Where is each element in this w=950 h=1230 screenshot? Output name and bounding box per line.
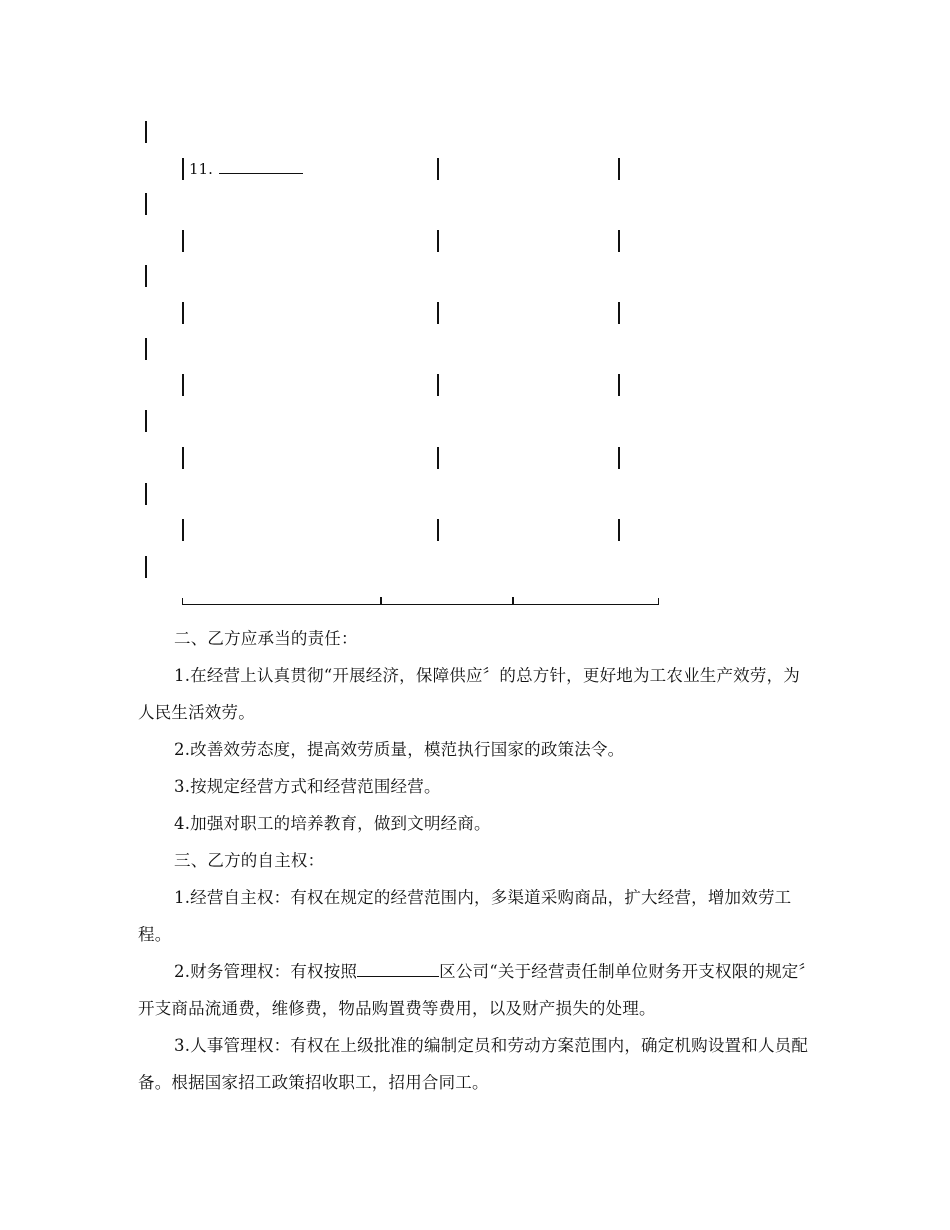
table-cell-border	[437, 374, 439, 396]
table-left-border	[145, 338, 147, 360]
table-cell-border	[618, 230, 620, 252]
table-left-border	[145, 410, 147, 432]
table-row-label: 11.	[189, 159, 303, 179]
table-cell-border	[618, 519, 620, 541]
clause: 1.经营自主权：有权在规定的经营范围内，多渠道采购商品，扩大经营，增加效劳工程。	[138, 888, 792, 944]
clause: 3.人事管理权：有权在上级批准的编制定员和劳动方案范围内，确定机购设置和人员配备。根据国家招工政策招收职工，招用合同工。	[138, 1036, 809, 1092]
table-cell-border	[182, 302, 184, 324]
table-cell-border	[182, 158, 184, 180]
section-heading: 三、乙方的自主权：	[174, 851, 325, 870]
table-left-border	[145, 556, 147, 578]
table-cell-border	[437, 447, 439, 469]
clause: 3.按规定经营方式和经营范围经营。	[174, 777, 441, 796]
table-cell-border	[182, 230, 184, 252]
clause: 2.财务管理权：有权按照 区公司“关于经营责任制单位财务开支权限的规定〞开支商品流通费，维修费，物品购置费等费用，以及财产损失的处理。	[138, 962, 807, 1018]
clause: 4.加强对职工的培养教育，做到文明经商。	[174, 814, 491, 833]
document-body	[138, 620, 813, 1101]
table-left-border	[145, 121, 147, 143]
fill-in-blank	[357, 964, 439, 977]
table-bottom-divider	[512, 597, 514, 605]
table-cell-border	[618, 447, 620, 469]
table-bottom-divider	[380, 597, 382, 605]
table-cell-border	[182, 374, 184, 396]
section-heading: 二、乙方应承当的责任：	[174, 629, 358, 648]
clause: 2.改善效劳态度，提高效劳质量，模范执行国家的政策法令。	[174, 740, 625, 759]
clause: 1.在经营上认真贯彻“开展经济，保障供应〞的总方针，更好地为工农业生产效劳，为人民生活效劳。	[138, 666, 800, 722]
table-cell-border	[437, 302, 439, 324]
table-cell-border	[437, 519, 439, 541]
table-cell-border	[618, 302, 620, 324]
fill-in-blank	[219, 159, 303, 174]
table-cell-border	[182, 447, 184, 469]
table-left-border	[145, 483, 147, 505]
table-left-border	[145, 193, 147, 215]
table-cell-border	[618, 158, 620, 180]
table-cell-border	[618, 374, 620, 396]
table-bottom-border	[182, 598, 659, 605]
table-cell-border	[437, 158, 439, 180]
table-left-border	[145, 265, 147, 287]
table-cell-border	[437, 230, 439, 252]
table-cell-border	[182, 519, 184, 541]
